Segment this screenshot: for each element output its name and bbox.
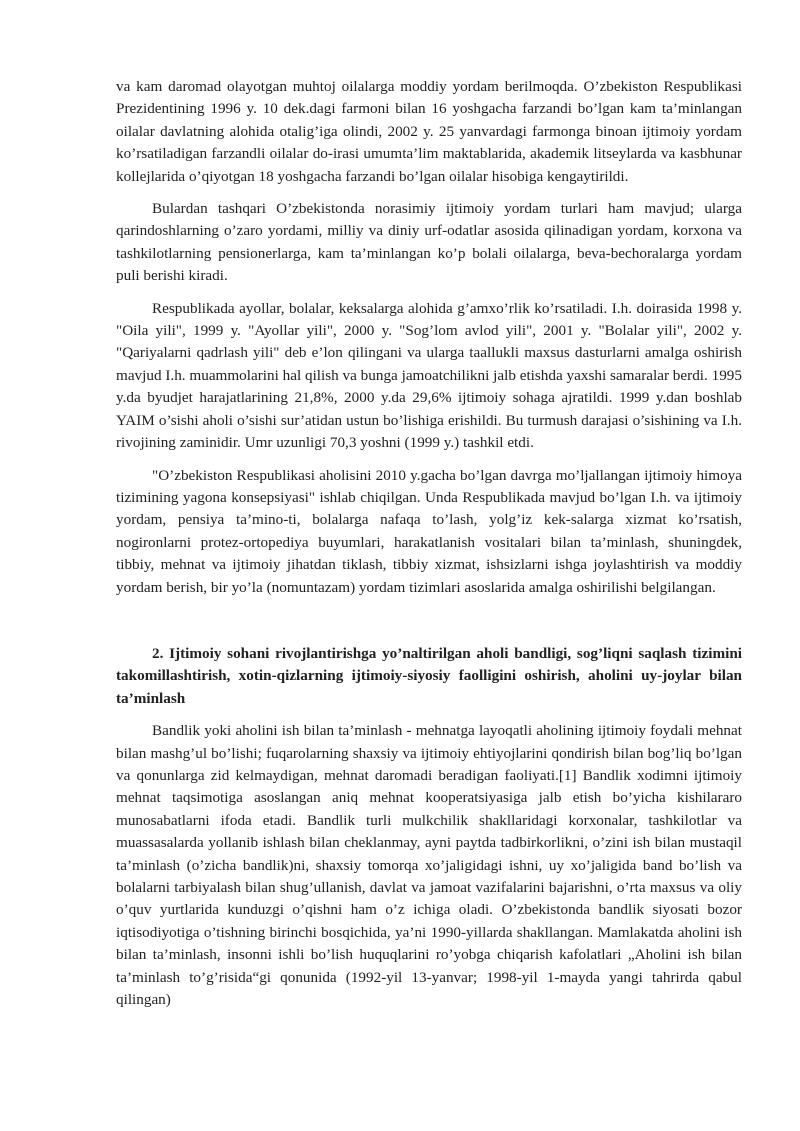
paragraph-employment: Bandlik yoki aholini ish bilan ta’minlash - mehnatga layoqatli aholining ijtimoiy foydali mehnat bilan mashg’ul bo’lishi; fuqarolarning shaxsiy va ijtimoiy ehtiyojlarini qondirish bilan bog’liq bo’lgan va qonunlarga zid kelmaydigan, mehnat daromadi beradigan faoliyati.[1] Bandlik xodimni ijtimoiy mehnat taqsimotiga asoslangan aniq mehnat kooperatsiyasiga jalb etish bo’yicha kishilararo munosabatlarni ifoda etadi. Bandlik turli mulkchilik shakllaridagi korxonalar, tashkilotlar va muassasalarda yollanib ishlash bilan cheklanmay, ayni paytda tadbirkorlikni, o’zini ish bilan mustaqil ta’minlash (o’zicha bandlik)ni, shaxsiy tomorqa xo’jaligidagi ishni, uy xo’jaligida band bo’lish va bolalarni tarbiyalash bilan shug’ullanish, davlat va jamoat vazifalarini bajarishni, o’rta maxsus va oliy o’quv yurtlarida kunduzgi o’qishni ham o’z ichiga oladi. O’zbekistonda bandlik siyosati bozor iqtisodiyotiga o’tishning birinchi bosqichida, ya’ni 1990-yillarda shakllangan. Mamlakatda aholini ish bilan ta’minlash, insonni ishli bo’lish huquqlarini ro’yobga chiqarish kafolatlari „Aholini ish bilan ta’minlash to’g’risida“gi qonunida (1992-yil 13-yanvar; 1998-yil 1-mayda yangi tahrirda qabul qilingan) xyxy=(116,722,742,1009)
paragraph-concept: "O’zbekiston Respublikasi aholisini 2010 y.gacha bo’lgan davrga mo’ljallangan ijtimoiy himoya tizimining yagona konsepsiyasi" ishlab chiqilgan. Unda Respublikada mavjud bo’lgan I.h. va ijtimoiy yordam, pensiya ta’mino-ti, bolalarga nafaqa to’lash, yolg’iz kek-salarga xizmat ko’rsatish, nogironlarni protez-ortopediya buyumlari, harakatlanish vositalari bilan ta’minlash, shuningdek, tibbiy, mehnat va ijtimoiy jihatdan tiklash, tibbiy xizmat, ishsizlarni ishga joylashtirish va moddiy yordam berish, bir yo’la (nomuntazam) yordam tizimlari asoslarida amalga oshirilishi belgilangan. xyxy=(116,466,742,596)
section-heading: 2. Ijtimoiy sohani rivojlantirishga yo’naltirilgan aholi bandligi, sog’liqni saqlash tizimini takomillashtirish, xotin-qizlarning ijtimoiy-siyosiy faolligini oshirish, aholini uy-joylar bilan ta’minlash xyxy=(116,644,742,707)
document-page xyxy=(116,76,742,1011)
paragraph-year-programs: Respublikada ayollar, bolalar, keksalarga alohida g’amxo’rlik ko’rsatiladi. I.h. doirasida 1998 y. "Oila yili", 1999 y. "Ayollar yili", 2000 y. "Sog’lom avlod yili", 2001 y. "Bolalar yili", 2002 y. "Qariyalarni qadrlash yili" deb e’lon qilingani va ularga taallukli maxsus dasturlarni amalga oshirish mavjud I.h. muammolarini hal qilish va bunga jamoatchilikni jalb etishda yaxshi samaralar berdi. 1995 y.da byudjet harajatlarining 21,8%, 2000 y.da 29,6% ijtimoiy sohaga ajratildi. 1999 y.dan boshlab YAIM o’sishi aholi o’sishi sur’atidan ustun bo’lishiga erishildi. Bu turmush darajasi o’sishining va I.h. rivojining zaminidir. Umr uzunligi 70,3 yoshni (1999 y.) tashkil etdi. xyxy=(116,299,742,452)
paragraph-informal-support: Bulardan tashqari O’zbekistonda norasimiy ijtimoiy yordam turlari ham mavjud; ularga qarindoshlarning o’zaro yordami, milliy va diniy urf-odatlar asosida qilinadigan yordam, korxona va tashkilotlarning pensionerlarga, kam ta’minlangan ko’p bolali oilalarga, beva-bechoralarga yordam puli berishi kiradi. xyxy=(116,200,742,285)
paragraph-continuation: va kam daromad olayotgan muhtoj oilalarga moddiy yordam berilmoqda. O’zbekiston Respublikasi Prezidentining 1996 y. 10 dek.dagi farmoni bilan 16 yoshgacha farzandi bo’lgan kam ta’minlangan oilalar davlatning alohida otalig’iga olindi, 2002 y. 25 yanvardagi farmonga binoan ijtimoiy yordam ko’rsatiladigan farzandli oilalar do-irasi umumta’lim maktablarida, akademik litseylarda va kasbhunar kollejlarida o’qiyotgan 18 yoshgacha farzandi bo’lgan oilalar hisobiga kengaytirildi. xyxy=(116,78,742,185)
